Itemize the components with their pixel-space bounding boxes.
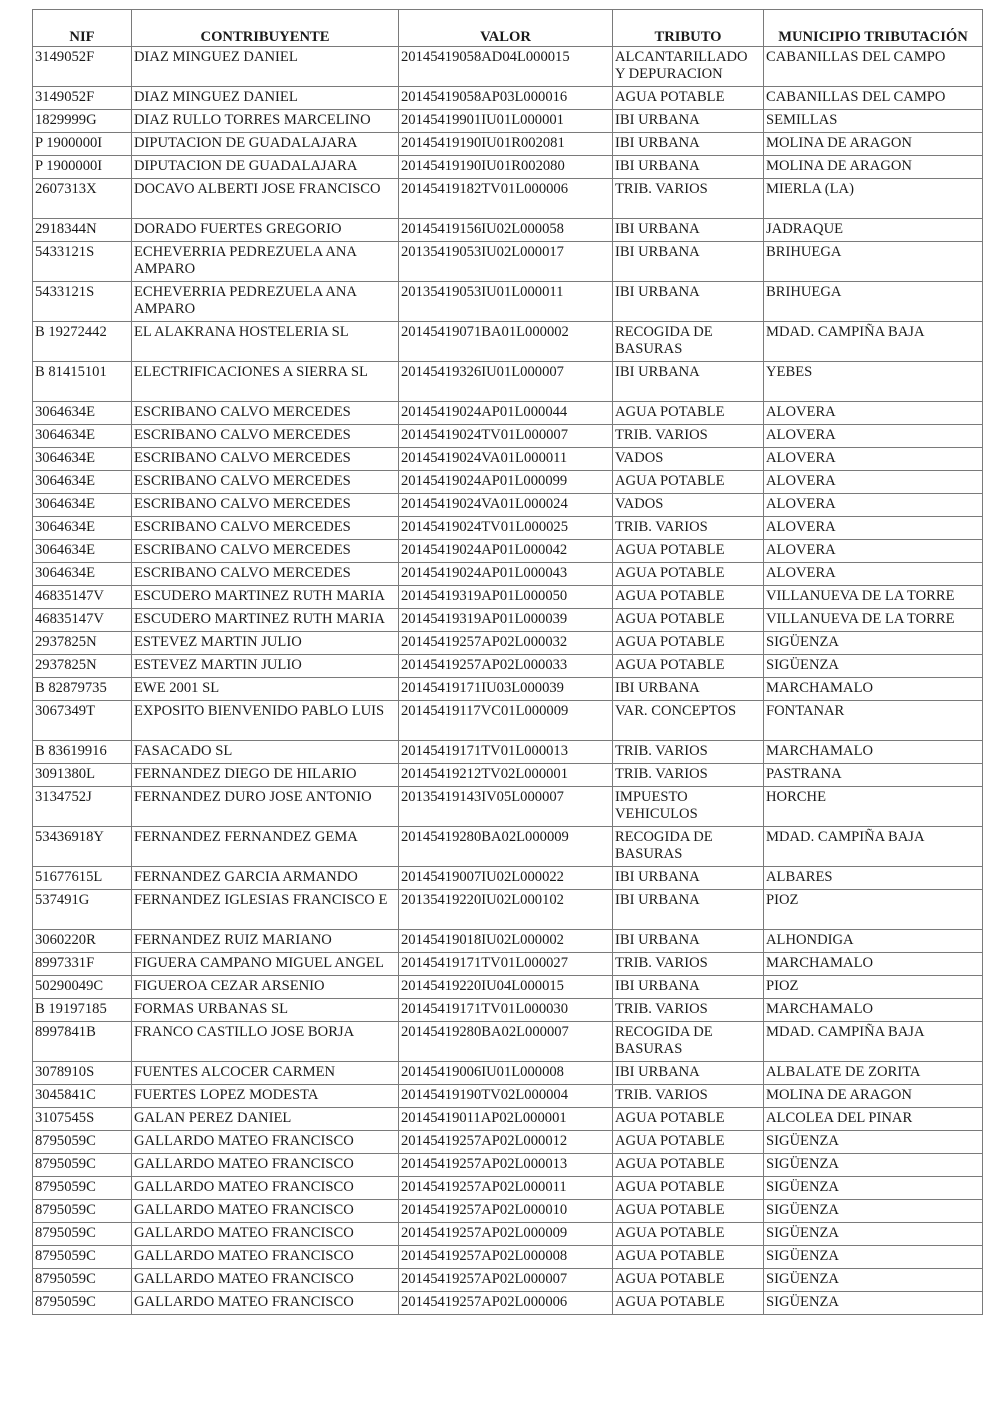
cell-tributo: RECOGIDA DE BASURAS [613,1022,764,1062]
cell-nif: 3078910S [33,1062,132,1085]
cell-municipio: MARCHAMALO [764,999,983,1022]
cell-municipio: ALCOLEA DEL PINAR [764,1108,983,1131]
cell-nif: P 1900000I [33,133,132,156]
cell-tributo: AGUA POTABLE [613,609,764,632]
cell-contribuyente: ESCRIBANO CALVO MERCEDES [132,563,399,586]
cell-municipio: PIOZ [764,976,983,999]
table-row [33,787,983,827]
cell-valor: 20145419024VA01L000011 [399,448,613,471]
cell-contribuyente: DOCAVO ALBERTI JOSE FRANCISCO [132,179,399,219]
cell-valor: 20145419006IU01L000008 [399,1062,613,1085]
cell-contribuyente: FASACADO SL [132,741,399,764]
cell-nif: 3149052F [33,47,132,87]
cell-contribuyente: ESCRIBANO CALVO MERCEDES [132,494,399,517]
cell-municipio: MOLINA DE ARAGON [764,156,983,179]
cell-tributo: AGUA POTABLE [613,1246,764,1269]
cell-tributo: TRIB. VARIOS [613,179,764,219]
table-row [33,563,983,586]
cell-tributo: IBI URBANA [613,242,764,282]
cell-nif: 46835147V [33,586,132,609]
cell-valor: 20145419257AP02L000012 [399,1131,613,1154]
cell-municipio: CABANILLAS DEL CAMPO [764,87,983,110]
cell-valor: 20145419058AP03L000016 [399,87,613,110]
cell-municipio: MARCHAMALO [764,678,983,701]
table-row [33,179,983,219]
table-row [33,448,983,471]
cell-contribuyente: EWE 2001 SL [132,678,399,701]
table-row [33,1131,983,1154]
cell-contribuyente: ELECTRIFICACIONES A SIERRA SL [132,362,399,402]
cell-valor: 20145419024TV01L000007 [399,425,613,448]
cell-contribuyente: ESCUDERO MARTINEZ RUTH MARIA [132,586,399,609]
cell-municipio: ALOVERA [764,448,983,471]
table-row [33,930,983,953]
cell-valor: 20145419058AD04L000015 [399,47,613,87]
cell-valor: 20145419182TV01L000006 [399,179,613,219]
cell-nif: 8795059C [33,1269,132,1292]
cell-valor: 20145419190TV02L000004 [399,1085,613,1108]
cell-valor: 20145419171TV01L000027 [399,953,613,976]
cell-contribuyente: GALLARDO MATEO FRANCISCO [132,1200,399,1223]
cell-municipio: MDAD. CAMPIÑA BAJA [764,827,983,867]
cell-municipio: ALOVERA [764,494,983,517]
cell-tributo: IBI URBANA [613,1062,764,1085]
table-row [33,741,983,764]
cell-nif: 53436918Y [33,827,132,867]
cell-tributo: IBI URBANA [613,890,764,930]
cell-contribuyente: FIGUEROA CEZAR ARSENIO [132,976,399,999]
cell-valor: 20145419257AP02L000006 [399,1292,613,1315]
cell-valor: 20145419018IU02L000002 [399,930,613,953]
table-row [33,867,983,890]
cell-nif: 50290049C [33,976,132,999]
cell-municipio: MARCHAMALO [764,741,983,764]
cell-valor: 20145419011AP02L000001 [399,1108,613,1131]
cell-municipio: BRIHUEGA [764,242,983,282]
cell-valor: 20145419257AP02L000008 [399,1246,613,1269]
cell-nif: 3134752J [33,787,132,827]
cell-municipio: CABANILLAS DEL CAMPO [764,47,983,87]
cell-tributo: IBI URBANA [613,867,764,890]
cell-valor: 20145419257AP02L000009 [399,1223,613,1246]
cell-contribuyente: GALLARDO MATEO FRANCISCO [132,1269,399,1292]
table-row [33,1269,983,1292]
cell-tributo: AGUA POTABLE [613,655,764,678]
cell-tributo: RECOGIDA DE BASURAS [613,827,764,867]
cell-contribuyente: GALLARDO MATEO FRANCISCO [132,1292,399,1315]
cell-nif: 8795059C [33,1292,132,1315]
cell-contribuyente: FERNANDEZ IGLESIAS FRANCISCO E [132,890,399,930]
cell-tributo: AGUA POTABLE [613,586,764,609]
cell-valor: 20145419319AP01L000050 [399,586,613,609]
cell-valor: 20145419220IU04L000015 [399,976,613,999]
cell-nif: 2607313X [33,179,132,219]
table-row [33,47,983,87]
cell-nif: 3064634E [33,540,132,563]
cell-municipio: ALBARES [764,867,983,890]
table-row [33,953,983,976]
cell-nif: 8795059C [33,1154,132,1177]
cell-valor: 20145419319AP01L000039 [399,609,613,632]
table-row [33,1154,983,1177]
cell-nif: 3107545S [33,1108,132,1131]
cell-valor: 20145419171TV01L000013 [399,741,613,764]
table-row [33,632,983,655]
cell-tributo: TRIB. VARIOS [613,517,764,540]
cell-tributo: AGUA POTABLE [613,1154,764,1177]
cell-contribuyente: ESCRIBANO CALVO MERCEDES [132,471,399,494]
cell-valor: 20135419053IU01L000011 [399,282,613,322]
cell-tributo: AGUA POTABLE [613,1177,764,1200]
cell-nif: 8997331F [33,953,132,976]
cell-contribuyente: FERNANDEZ RUIZ MARIANO [132,930,399,953]
cell-nif: 5433121S [33,282,132,322]
table-row [33,1177,983,1200]
cell-valor: 20145419024AP01L000042 [399,540,613,563]
cell-contribuyente: FERNANDEZ DIEGO DE HILARIO [132,764,399,787]
cell-tributo: IBI URBANA [613,362,764,402]
cell-municipio: ALOVERA [764,517,983,540]
cell-tributo: TRIB. VARIOS [613,1085,764,1108]
table-row [33,494,983,517]
cell-nif: 2937825N [33,655,132,678]
cell-contribuyente: ECHEVERRIA PEDREZUELA ANA AMPARO [132,242,399,282]
cell-municipio: SEMILLAS [764,110,983,133]
cell-tributo: VADOS [613,448,764,471]
cell-tributo: IBI URBANA [613,976,764,999]
cell-municipio: MIERLA (LA) [764,179,983,219]
cell-contribuyente: EXPOSITO BIENVENIDO PABLO LUIS [132,701,399,741]
table-row [33,890,983,930]
cell-contribuyente: GALAN PEREZ DANIEL [132,1108,399,1131]
cell-tributo: AGUA POTABLE [613,1292,764,1315]
table-row [33,1292,983,1315]
cell-tributo: AGUA POTABLE [613,563,764,586]
table-row [33,219,983,242]
cell-municipio: ALOVERA [764,402,983,425]
header-valor: VALOR [399,10,613,47]
cell-tributo: IBI URBANA [613,219,764,242]
cell-nif: 3064634E [33,471,132,494]
cell-tributo: AGUA POTABLE [613,402,764,425]
cell-contribuyente: EL ALAKRANA HOSTELERIA SL [132,322,399,362]
cell-nif: 3149052F [33,87,132,110]
cell-municipio: ALOVERA [764,563,983,586]
cell-tributo: IBI URBANA [613,133,764,156]
cell-municipio: FONTANAR [764,701,983,741]
cell-tributo: AGUA POTABLE [613,540,764,563]
table-row [33,1108,983,1131]
table-row [33,609,983,632]
cell-municipio: MARCHAMALO [764,953,983,976]
cell-municipio: ALOVERA [764,540,983,563]
cell-tributo: TRIB. VARIOS [613,741,764,764]
cell-municipio: MDAD. CAMPIÑA BAJA [764,322,983,362]
cell-valor: 20145419117VC01L000009 [399,701,613,741]
table-row [33,1200,983,1223]
cell-nif: 8795059C [33,1131,132,1154]
cell-valor: 20145419901IU01L000001 [399,110,613,133]
table-row [33,242,983,282]
cell-municipio: HORCHE [764,787,983,827]
cell-nif: 3064634E [33,425,132,448]
cell-nif: 3091380L [33,764,132,787]
cell-tributo: IBI URBANA [613,930,764,953]
table-row [33,999,983,1022]
cell-municipio: ALOVERA [764,471,983,494]
cell-valor: 20135419220IU02L000102 [399,890,613,930]
cell-contribuyente: FUERTES LOPEZ MODESTA [132,1085,399,1108]
cell-contribuyente: FERNANDEZ DURO JOSE ANTONIO [132,787,399,827]
cell-valor: 20145419071BA01L000002 [399,322,613,362]
cell-municipio: ALOVERA [764,425,983,448]
cell-municipio: VILLANUEVA DE LA TORRE [764,609,983,632]
cell-nif: 537491G [33,890,132,930]
cell-valor: 20145419024TV01L000025 [399,517,613,540]
table-row [33,110,983,133]
cell-nif: 3064634E [33,563,132,586]
cell-contribuyente: DIAZ RULLO TORRES MARCELINO [132,110,399,133]
cell-municipio: VILLANUEVA DE LA TORRE [764,586,983,609]
cell-municipio: ALBALATE DE ZORITA [764,1062,983,1085]
cell-municipio: SIGÜENZA [764,655,983,678]
cell-valor: 20145419280BA02L000007 [399,1022,613,1062]
cell-municipio: SIGÜENZA [764,1177,983,1200]
cell-tributo: VAR. CONCEPTOS [613,701,764,741]
table-row [33,586,983,609]
cell-municipio: PIOZ [764,890,983,930]
cell-tributo: VADOS [613,494,764,517]
cell-tributo: AGUA POTABLE [613,1223,764,1246]
cell-municipio: SIGÜENZA [764,1200,983,1223]
cell-tributo: AGUA POTABLE [613,471,764,494]
header-nif: NIF [33,10,132,47]
cell-tributo: AGUA POTABLE [613,1108,764,1131]
table-row [33,1085,983,1108]
cell-municipio: SIGÜENZA [764,632,983,655]
cell-nif: 3064634E [33,402,132,425]
cell-valor: 20145419171TV01L000030 [399,999,613,1022]
table-header-row [33,10,983,47]
table-row [33,1022,983,1062]
cell-valor: 20145419257AP02L000011 [399,1177,613,1200]
cell-nif: 2918344N [33,219,132,242]
cell-contribuyente: FORMAS URBANAS SL [132,999,399,1022]
cell-municipio: MOLINA DE ARAGON [764,133,983,156]
document-page [32,9,982,1315]
cell-tributo: AGUA POTABLE [613,87,764,110]
cell-valor: 20145419280BA02L000009 [399,827,613,867]
table-row [33,540,983,563]
cell-municipio: SIGÜENZA [764,1154,983,1177]
cell-contribuyente: FIGUERA CAMPANO MIGUEL ANGEL [132,953,399,976]
cell-nif: 8795059C [33,1200,132,1223]
cell-municipio: JADRAQUE [764,219,983,242]
header-tributo: TRIBUTO [613,10,764,47]
cell-contribuyente: FRANCO CASTILLO JOSE BORJA [132,1022,399,1062]
cell-tributo: IBI URBANA [613,282,764,322]
cell-contribuyente: ESCRIBANO CALVO MERCEDES [132,425,399,448]
cell-contribuyente: GALLARDO MATEO FRANCISCO [132,1154,399,1177]
cell-valor: 20145419190IU01R002081 [399,133,613,156]
table-row [33,362,983,402]
cell-contribuyente: ESCRIBANO CALVO MERCEDES [132,540,399,563]
cell-nif: P 1900000I [33,156,132,179]
cell-tributo: AGUA POTABLE [613,1269,764,1292]
cell-nif: 3067349T [33,701,132,741]
cell-contribuyente: DIPUTACION DE GUADALAJARA [132,156,399,179]
cell-nif: 1829999G [33,110,132,133]
cell-contribuyente: DORADO FUERTES GREGORIO [132,219,399,242]
cell-nif: 8997841B [33,1022,132,1062]
cell-tributo: RECOGIDA DE BASURAS [613,322,764,362]
cell-municipio: YEBES [764,362,983,402]
cell-contribuyente: FERNANDEZ FERNANDEZ GEMA [132,827,399,867]
cell-contribuyente: ESCUDERO MARTINEZ RUTH MARIA [132,609,399,632]
table-body [33,47,983,1315]
table-row [33,1246,983,1269]
cell-municipio: SIGÜENZA [764,1269,983,1292]
table-row [33,827,983,867]
cell-tributo: AGUA POTABLE [613,632,764,655]
cell-valor: 20145419190IU01R002080 [399,156,613,179]
cell-nif: 8795059C [33,1177,132,1200]
cell-valor: 20145419326IU01L000007 [399,362,613,402]
cell-contribuyente: ESTEVEZ MARTIN JULIO [132,632,399,655]
table-row [33,701,983,741]
cell-tributo: IBI URBANA [613,110,764,133]
cell-valor: 20135419143IV05L000007 [399,787,613,827]
cell-nif: 46835147V [33,609,132,632]
cell-tributo: IBI URBANA [613,156,764,179]
table-row [33,764,983,787]
cell-tributo: TRIB. VARIOS [613,999,764,1022]
cell-tributo: TRIB. VARIOS [613,953,764,976]
cell-nif: B 19197185 [33,999,132,1022]
header-contribuyente: CONTRIBUYENTE [132,10,399,47]
table-row [33,678,983,701]
table-row [33,517,983,540]
cell-nif: B 81415101 [33,362,132,402]
cell-valor: 20145419024AP01L000044 [399,402,613,425]
cell-tributo: AGUA POTABLE [613,1200,764,1223]
cell-contribuyente: GALLARDO MATEO FRANCISCO [132,1223,399,1246]
cell-contribuyente: ECHEVERRIA PEDREZUELA ANA AMPARO [132,282,399,322]
table-row [33,133,983,156]
cell-contribuyente: ESCRIBANO CALVO MERCEDES [132,448,399,471]
cell-valor: 20145419257AP02L000013 [399,1154,613,1177]
cell-municipio: MOLINA DE ARAGON [764,1085,983,1108]
table-row [33,1062,983,1085]
cell-nif: 3064634E [33,517,132,540]
cell-nif: 3060220R [33,930,132,953]
tax-records-table [32,9,983,1315]
cell-nif: B 82879735 [33,678,132,701]
cell-valor: 20135419053IU02L000017 [399,242,613,282]
cell-nif: 3045841C [33,1085,132,1108]
cell-valor: 20145419007IU02L000022 [399,867,613,890]
cell-municipio: SIGÜENZA [764,1223,983,1246]
cell-valor: 20145419257AP02L000007 [399,1269,613,1292]
cell-nif: B 83619916 [33,741,132,764]
cell-valor: 20145419024VA01L000024 [399,494,613,517]
table-row [33,282,983,322]
cell-municipio: SIGÜENZA [764,1292,983,1315]
header-municipio: MUNICIPIO TRIBUTACIÓN [764,10,983,47]
cell-contribuyente: DIAZ MINGUEZ DANIEL [132,47,399,87]
cell-municipio: ALHONDIGA [764,930,983,953]
cell-valor: 20145419257AP02L000010 [399,1200,613,1223]
cell-valor: 20145419257AP02L000033 [399,655,613,678]
cell-municipio: SIGÜENZA [764,1246,983,1269]
table-row [33,976,983,999]
cell-nif: 3064634E [33,448,132,471]
table-row [33,402,983,425]
cell-nif: 5433121S [33,242,132,282]
cell-tributo: AGUA POTABLE [613,1131,764,1154]
cell-nif: 2937825N [33,632,132,655]
cell-valor: 20145419024AP01L000099 [399,471,613,494]
cell-contribuyente: ESTEVEZ MARTIN JULIO [132,655,399,678]
cell-contribuyente: ESCRIBANO CALVO MERCEDES [132,402,399,425]
cell-contribuyente: DIPUTACION DE GUADALAJARA [132,133,399,156]
cell-contribuyente: FERNANDEZ GARCIA ARMANDO [132,867,399,890]
cell-valor: 20145419156IU02L000058 [399,219,613,242]
table-row [33,471,983,494]
cell-contribuyente: GALLARDO MATEO FRANCISCO [132,1131,399,1154]
cell-valor: 20145419024AP01L000043 [399,563,613,586]
cell-nif: 8795059C [33,1223,132,1246]
cell-tributo: IMPUESTO VEHICULOS [613,787,764,827]
cell-nif: 51677615L [33,867,132,890]
cell-municipio: BRIHUEGA [764,282,983,322]
cell-tributo: IBI URBANA [613,678,764,701]
table-row [33,1223,983,1246]
table-row [33,425,983,448]
table-row [33,156,983,179]
cell-municipio: SIGÜENZA [764,1131,983,1154]
cell-tributo: ALCANTARILLADO Y DEPURACION [613,47,764,87]
cell-municipio: MDAD. CAMPIÑA BAJA [764,1022,983,1062]
cell-nif: B 19272442 [33,322,132,362]
cell-tributo: TRIB. VARIOS [613,764,764,787]
cell-nif: 3064634E [33,494,132,517]
cell-contribuyente: DIAZ MINGUEZ DANIEL [132,87,399,110]
cell-contribuyente: GALLARDO MATEO FRANCISCO [132,1246,399,1269]
cell-tributo: TRIB. VARIOS [613,425,764,448]
cell-contribuyente: FUENTES ALCOCER CARMEN [132,1062,399,1085]
cell-contribuyente: ESCRIBANO CALVO MERCEDES [132,517,399,540]
cell-valor: 20145419212TV02L000001 [399,764,613,787]
cell-valor: 20145419257AP02L000032 [399,632,613,655]
table-row [33,322,983,362]
table-row [33,655,983,678]
table-row [33,87,983,110]
cell-nif: 8795059C [33,1246,132,1269]
cell-valor: 20145419171IU03L000039 [399,678,613,701]
cell-municipio: PASTRANA [764,764,983,787]
cell-contribuyente: GALLARDO MATEO FRANCISCO [132,1177,399,1200]
